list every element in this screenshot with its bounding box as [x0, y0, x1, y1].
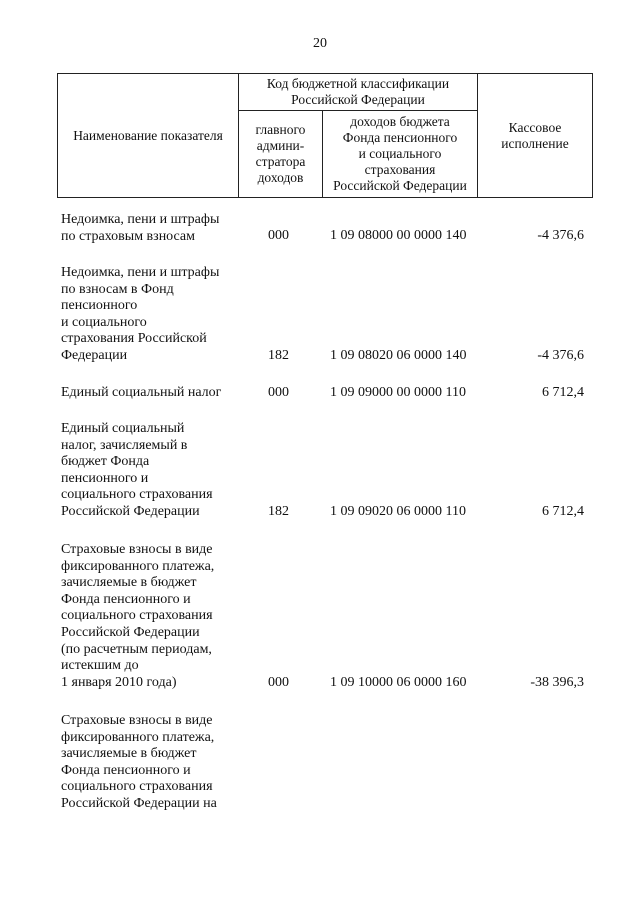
row-budget-code: 1 09 10000 06 0000 160: [330, 675, 467, 691]
table-row: [0, 212, 640, 245]
row-admin-code: 000: [268, 385, 289, 401]
row-budget-code: 1 09 09020 06 0000 110: [330, 504, 466, 520]
header-admin-column: [239, 111, 322, 197]
row-indicator-name: Страховые взносы в виде фиксированного платежа, зачисляемые в бюджет Фонда пенсионного и социального страхования Российской Федерации на: [61, 713, 217, 811]
row-admin-code: 182: [268, 504, 289, 520]
row-indicator-name: Недоимка, пени и штрафы по взносам в Фонд пенсионного и социального страхования Российской Федерации: [61, 265, 220, 363]
row-cash-execution: -4 376,6: [537, 228, 584, 244]
row-indicator-name: Единый социальный налог, зачисляемый в бюджет Фонда пенсионного и социального страхования Российской Федерации: [61, 421, 213, 519]
row-budget-code: 1 09 09000 00 0000 110: [330, 385, 466, 401]
header-name-text: Наименование показателя: [73, 127, 223, 143]
row-cash-execution: -4 376,6: [537, 348, 584, 364]
table-row: [0, 713, 640, 813]
table-row: [0, 265, 640, 365]
table-header: [57, 73, 593, 198]
header-admin-text: главного админи- стратора доходов: [255, 122, 306, 185]
row-cash-execution: -38 396,3: [530, 675, 584, 691]
row-indicator-name: Единый социальный налог: [61, 385, 222, 400]
header-code-text: доходов бюджета Фонда пенсионного и социального страхования Российской Федерации: [333, 114, 467, 193]
row-admin-code: 182: [268, 348, 289, 364]
table-row: [0, 385, 640, 402]
header-execution-text: Кассовое исполнение: [501, 119, 569, 151]
header-code-group: [239, 74, 477, 110]
header-code-column: [323, 111, 477, 197]
row-budget-code: 1 09 08020 06 0000 140: [330, 348, 467, 364]
row-budget-code: 1 09 08000 00 0000 140: [330, 228, 467, 244]
row-cash-execution: 6 712,4: [542, 504, 584, 520]
header-name-column: [58, 74, 238, 197]
table-row: [0, 542, 640, 692]
row-admin-code: 000: [268, 675, 289, 691]
header-code-group-text: Код бюджетной классификации Российской Федерации: [266, 76, 450, 107]
row-cash-execution: 6 712,4: [542, 385, 584, 401]
row-indicator-name: Недоимка, пени и штрафы по страховым взносам: [61, 212, 220, 244]
row-indicator-name: Страховые взносы в виде фиксированного платежа, зачисляемые в бюджет Фонда пенсионного и социального страхования Российской Федерации (по расчетным периодам, истекшим до 1 января 2010 года): [61, 542, 215, 690]
page-number: 20: [313, 36, 327, 51]
table-row: [0, 421, 640, 521]
row-admin-code: 000: [268, 228, 289, 244]
header-execution-column: [478, 74, 592, 197]
